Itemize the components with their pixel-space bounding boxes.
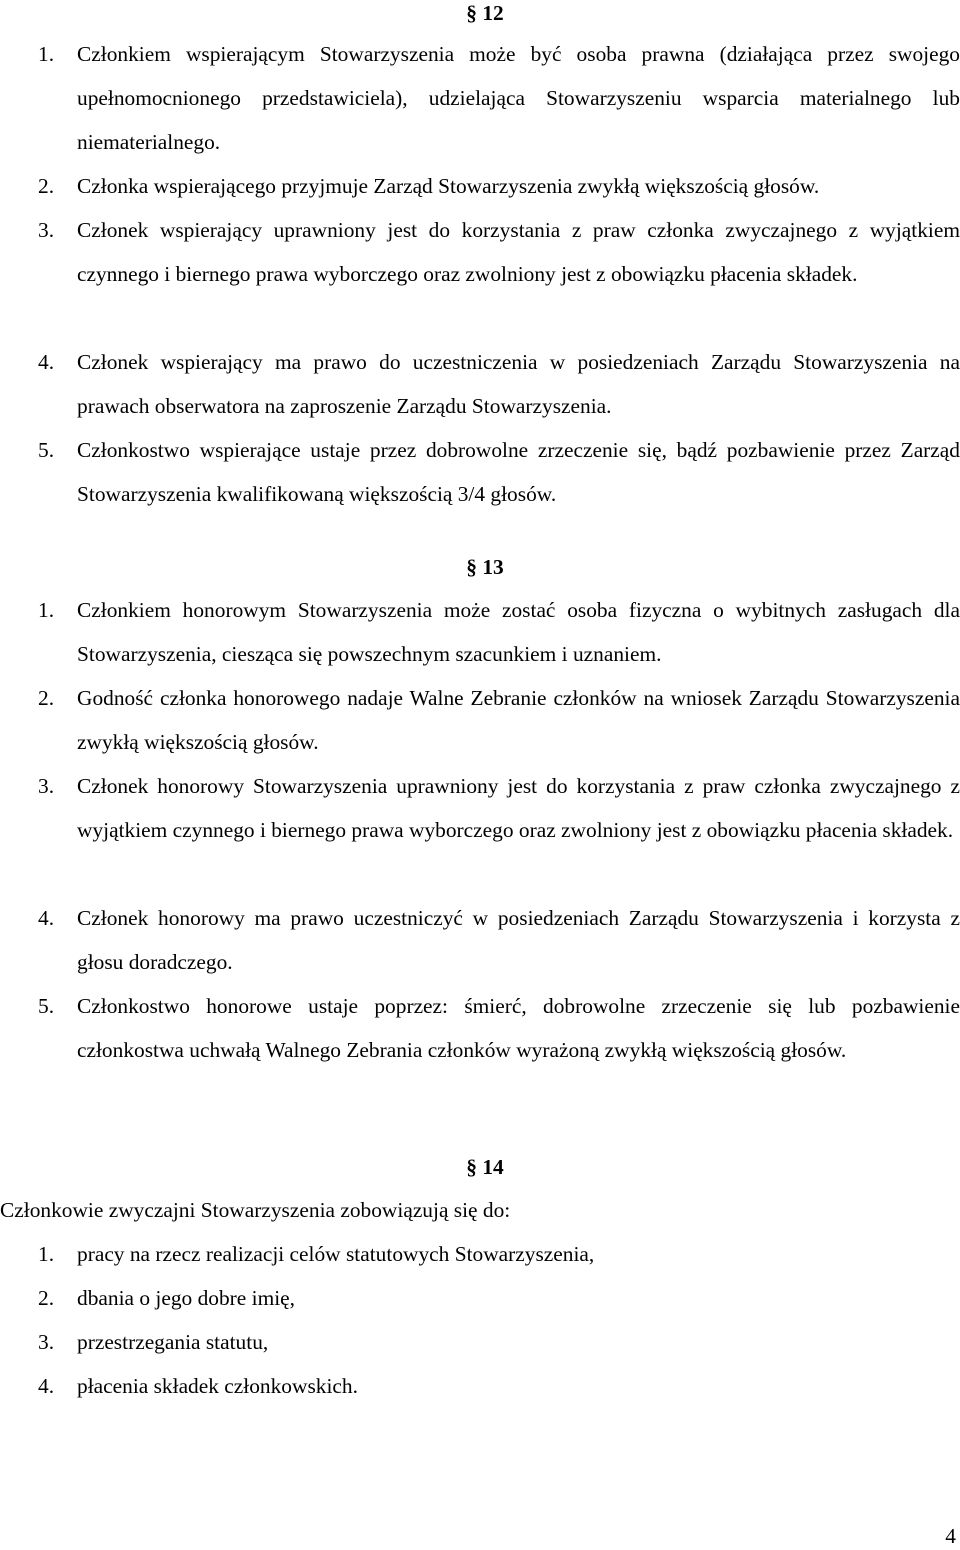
item-number: 4. [38, 1374, 55, 1398]
item-number: 3. [38, 218, 55, 242]
item-number: 2. [38, 686, 55, 710]
item-text: dbania o jego dobre imię, [77, 1286, 296, 1310]
item-number: 5. [38, 438, 55, 462]
item-text: Członek wspierający ma prawo do uczestniczenia w posiedzeniach Zarządu Stowarzyszenia na prawach obserwatora na zaproszenie Zarządu Stowarzyszenia. [77, 350, 960, 418]
item-number: 4. [38, 906, 55, 930]
item-number: 4. [38, 350, 55, 374]
item-text: Członek honorowy Stowarzyszenia uprawniony jest do korzystania z praw członka zwyczajnego z wyjątkiem czynnego i biernego prawa wyborczego oraz zwolniony jest z obowiązku płacenia składek. [77, 774, 960, 842]
item-number: 2. [38, 1286, 55, 1310]
item-number: 3. [38, 1330, 55, 1354]
item-text: Członkiem honorowym Stowarzyszenia może zostać osoba fizyczna o wybitnych zasługach dla Stowarzyszenia, ciesząca się powszechnym szacunkiem i uznaniem. [77, 598, 960, 666]
item-number: 2. [38, 174, 55, 198]
item-number: 1. [38, 1242, 55, 1266]
item-number: 1. [38, 598, 55, 622]
section-12-item-5 [38, 428, 960, 516]
item-text: Członkostwo honorowe ustaje poprzez: śmierć, dobrowolne zrzeczenie się lub pozbawienie członkostwa uchwałą Walnego Zebrania członków wyrażoną zwykłą większością głosów. [77, 994, 960, 1062]
section-12-heading [0, 0, 960, 26]
section-12-heading-text: § 12 [466, 1, 504, 25]
section-13-heading [0, 554, 960, 580]
section-14-item-4 [38, 1364, 938, 1408]
item-number: 3. [38, 774, 55, 798]
section-14-item-3 [38, 1320, 938, 1364]
section-14-item-1 [38, 1232, 938, 1276]
section-12-item-3 [38, 208, 960, 296]
section-14-heading [0, 1154, 960, 1180]
item-text: przestrzegania statutu, [77, 1330, 269, 1354]
item-text: Godność członka honorowego nadaje Walne Zebranie członków na wniosek Zarządu Stowarzyszenia zwykłą większością głosów. [77, 686, 960, 754]
item-text: pracy na rzecz realizacji celów statutowych Stowarzyszenia, [77, 1242, 595, 1266]
item-text: płacenia składek członkowskich. [77, 1374, 358, 1398]
section-12-item-1 [38, 32, 960, 164]
section-13-item-1 [38, 588, 960, 676]
section-13-item-5 [38, 984, 960, 1072]
item-text: Członkostwo wspierające ustaje przez dobrowolne zrzeczenie się, bądź pozbawienie przez Zarząd Stowarzyszenia kwalifikowaną większością 3/4 głosów. [77, 438, 960, 506]
section-13-item-3 [38, 764, 960, 852]
item-text: Członka wspierającego przyjmuje Zarząd Stowarzyszenia zwykłą większością głosów. [77, 174, 820, 198]
section-13-item-2 [38, 676, 960, 764]
page-number: 4 [945, 1524, 956, 1548]
section-14-heading-text: § 14 [466, 1155, 504, 1179]
item-text: Członkiem wspierającym Stowarzyszenia może być osoba prawna (działająca przez swojego upełnomocnionego przedstawiciela), udzielająca Stowarzyszeniu wsparcia materialnego lub niematerialnego. [77, 42, 960, 154]
section-12-item-2 [38, 164, 960, 208]
item-text: Członek wspierający uprawniony jest do korzystania z praw członka zwyczajnego z wyjątkiem czynnego i biernego prawa wyborczego oraz zwolniony jest z obowiązku płacenia składek. [77, 218, 960, 286]
section-13-heading-text: § 13 [466, 555, 504, 579]
section-14-intro: Członkowie zwyczajni Stowarzyszenia zobowiązują się do: [0, 1198, 511, 1222]
item-number: 1. [38, 42, 55, 66]
section-14-item-2 [38, 1276, 938, 1320]
section-13-item-4 [38, 896, 960, 984]
section-12-item-4 [38, 340, 960, 428]
item-number: 5. [38, 994, 55, 1018]
item-text: Członek honorowy ma prawo uczestniczyć w posiedzeniach Zarządu Stowarzyszenia i korzysta z głosu doradczego. [77, 906, 960, 974]
